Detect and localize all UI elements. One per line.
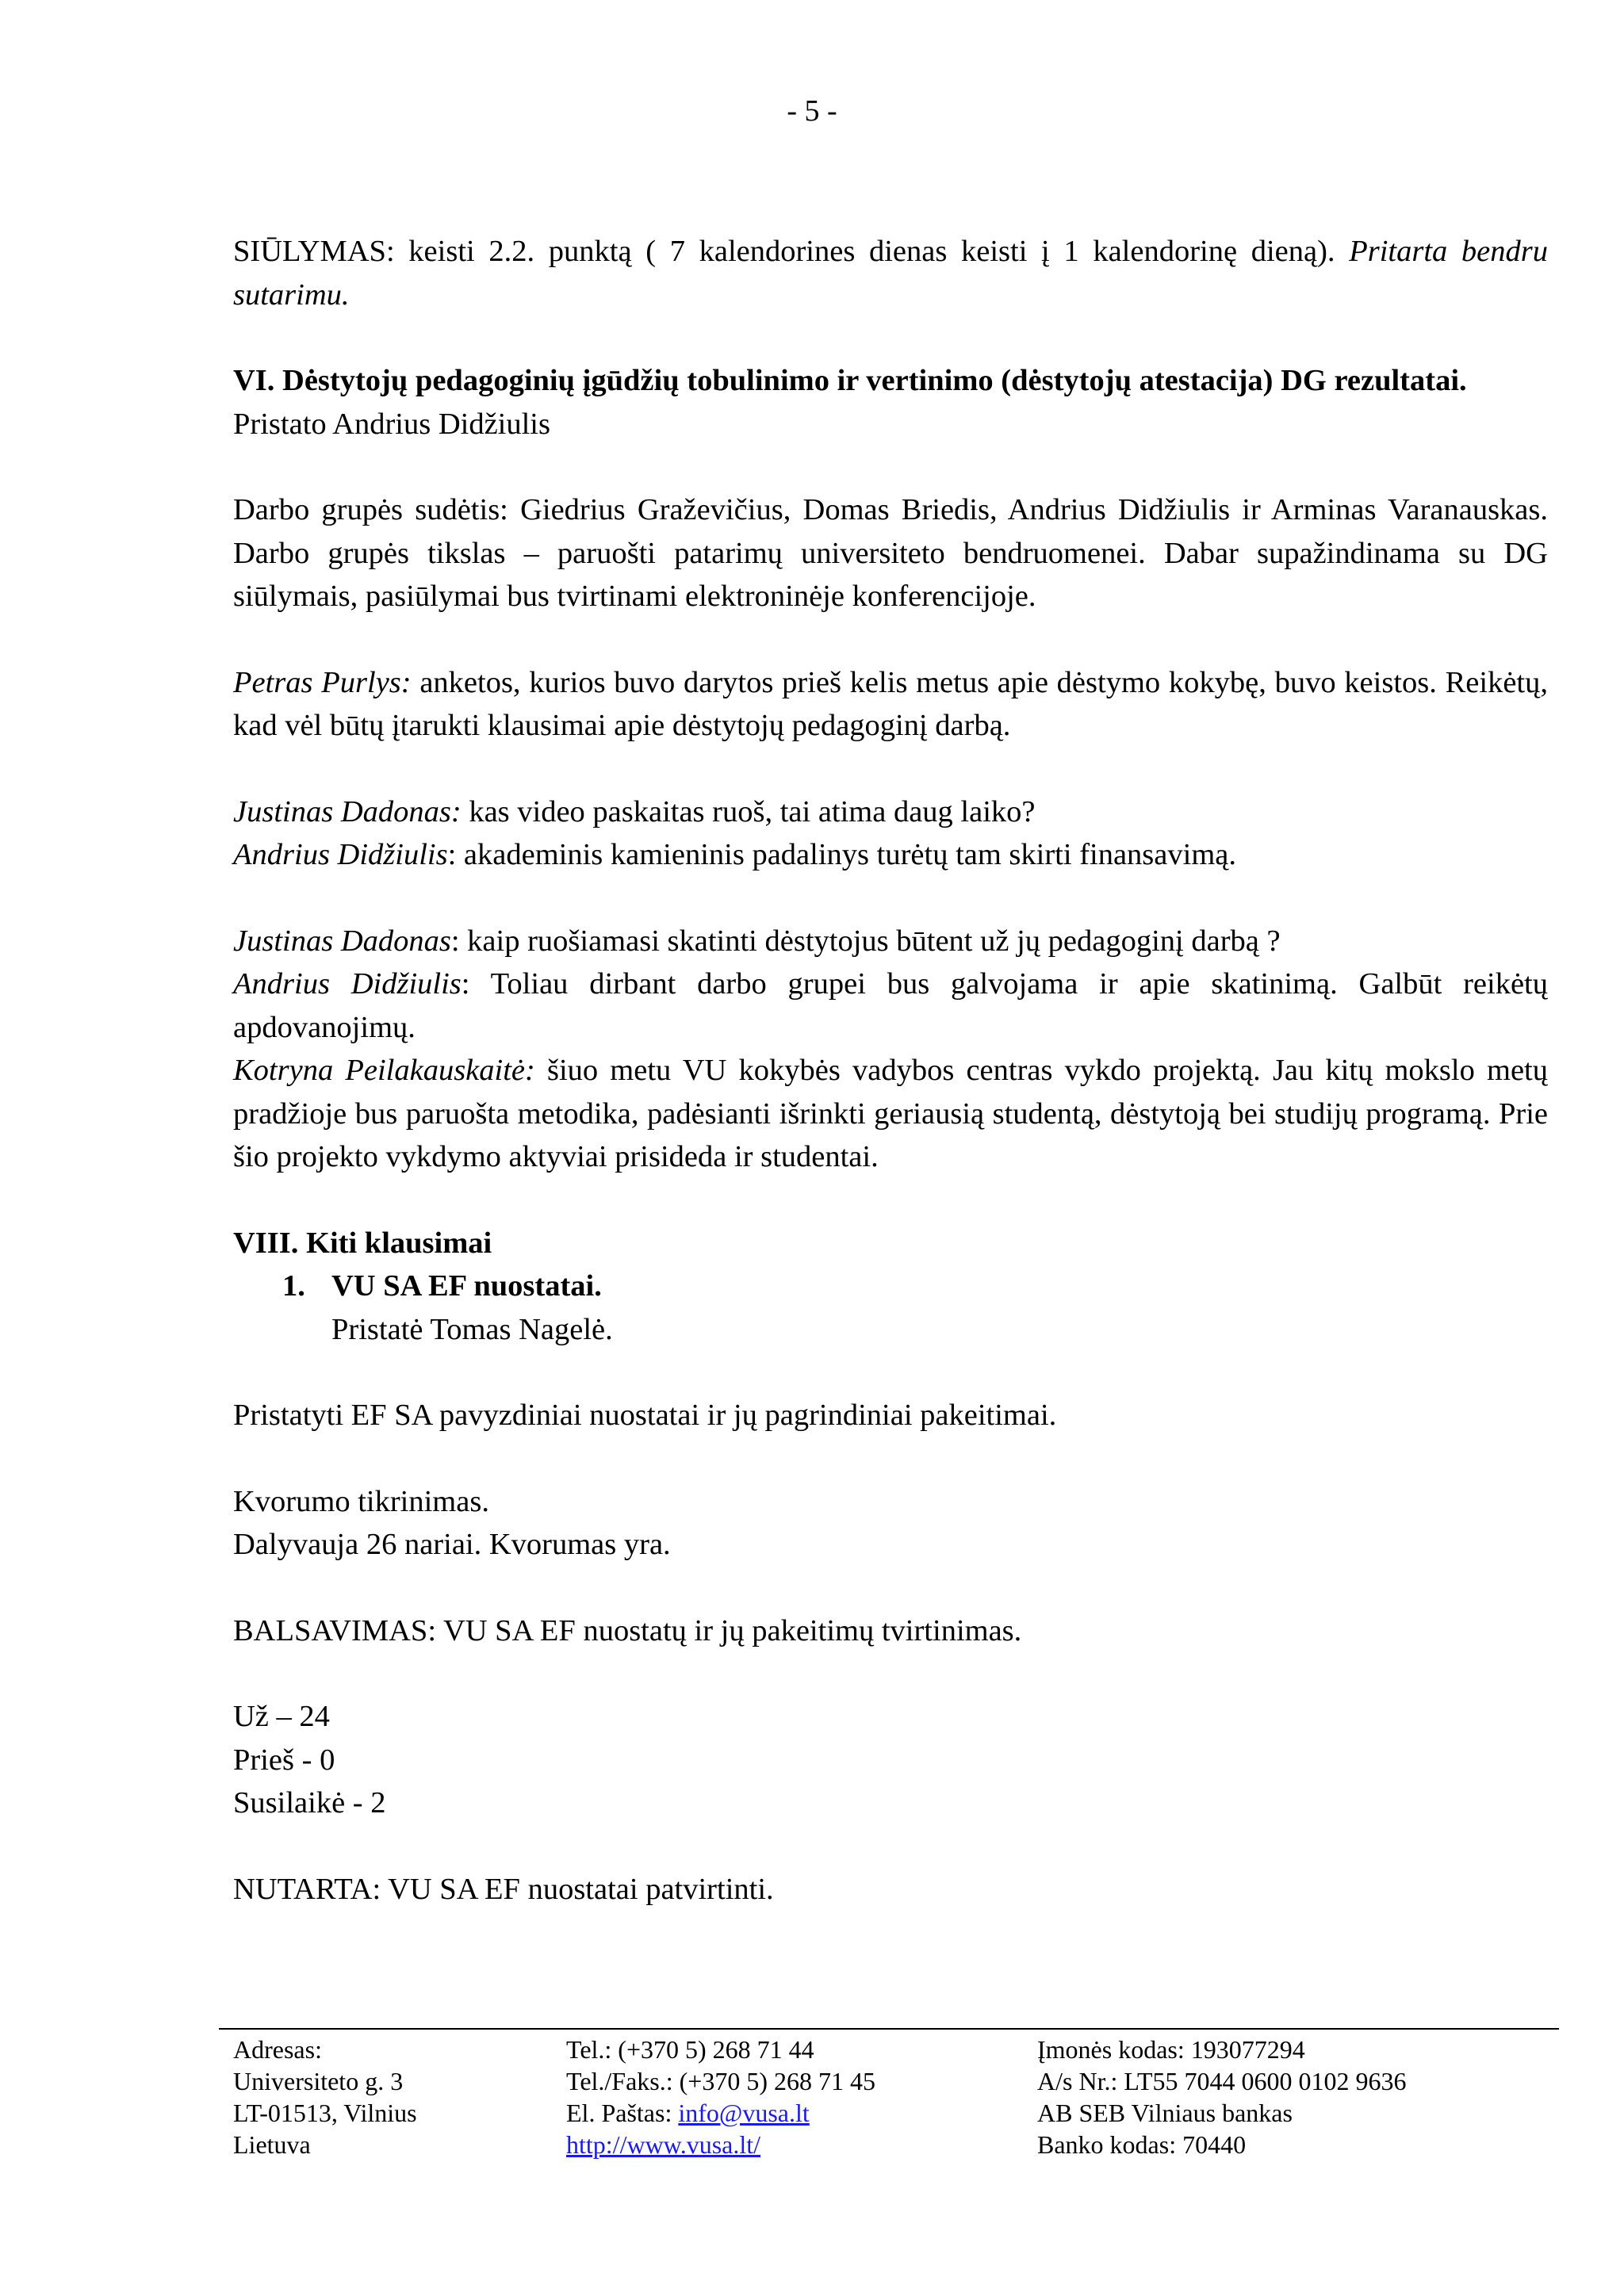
agenda-item-number: 1. [282, 1269, 305, 1303]
proposal-agreed: Pritarta bendru sutarimu. [233, 235, 1548, 312]
footer-address-line: Lietuva [233, 2130, 311, 2159]
footer-email-link[interactable]: info@vusa.lt [678, 2099, 810, 2127]
agenda-item-title: VU SA EF nuostatai. [331, 1269, 602, 1303]
footer-address-line: Universiteto g. 3 [233, 2067, 404, 2095]
dialogue-line [233, 1049, 1548, 1179]
footer-company-line: Įmonės kodas: 193077294 [1037, 2035, 1305, 2064]
footer-fax: Tel./Faks.: (+370 5) 268 71 45 [566, 2067, 875, 2095]
page-number: - 5 - [787, 94, 837, 128]
speaker-text: : Toliau dirbant darbo grupei bus galvojama ir apie skatinimą. Galbūt reikėtų apdovanojimų. [233, 967, 1548, 1044]
footer-email-line [566, 2097, 875, 2129]
proposal-text: SIŪLYMAS: keisti 2.2. punktą ( 7 kalendorines dienas keisti į 1 kalendorinę dieną). [233, 235, 1350, 268]
speaker-text: kas video paskaitas ruoš, tai atima daug laiko? [461, 794, 1036, 828]
dialogue-line [233, 790, 1548, 834]
vote-title: BALSAVIMAS: VU SA EF nuostatų ir jų pakeitimų tvirtinimas. [233, 1613, 1022, 1647]
document-body [233, 230, 1548, 1911]
speaker-name: Andrius Didžiulis [233, 967, 462, 1001]
footer-divider [219, 2028, 1559, 2030]
speaker-text: šiuo metu VU kokybės vadybos centras vykdo projektą. Jau kitų mokslo metų pradžioje bus paruošta metodika, padėsianti išrinkti geriausią studentą, dėstytoją bei studijų programą. Prie šio projekto vykdymo aktyviai prisideda ir studentai. [233, 1054, 1548, 1173]
speaker-name: Petras Purlys: [233, 665, 412, 699]
decision: NUTARTA: VU SA EF nuostatai patvirtinti. [233, 1872, 774, 1906]
agenda-item-presenter: Pristatė Tomas Nagelė. [331, 1312, 613, 1346]
vote-for: Už – 24 [233, 1700, 330, 1733]
working-group-paragraph: Darbo grupės sudėtis: Giedrius Graževičius, Domas Briedis, Andrius Didžiulis ir Arminas Varanauskas. Darbo grupės tikslas – paruošti patarimų universiteto bendruomenei. Dabar supažindinama su DG siūlymais, pasiūlymai bus tvirtinami elektroninėje konferencijoje. [233, 493, 1548, 613]
footer-company-info [1037, 2034, 1407, 2160]
footer-company-line: A/s Nr.: LT55 7044 0600 0102 9636 [1037, 2067, 1407, 2095]
footer-phone: Tel.: (+370 5) 268 71 44 [566, 2035, 814, 2064]
footer-email-label: El. Paštas: [566, 2099, 679, 2127]
footer-address-line: LT-01513, Vilnius [233, 2099, 417, 2127]
speaker-text: : akademinis kamieninis padalinys turėtų tam skirti finansavimą. [447, 838, 1236, 871]
speaker-text: : kaip ruošiamasi skatinti dėstytojus būtent už jų pedagoginį darbą ? [450, 924, 1281, 958]
section-6-heading: VI. Dėstytojų pedagoginių įgūdžių tobulinimo ir vertinimo (dėstytojų atestacija) DG rezultatai. [233, 364, 1467, 397]
section-8-heading: VIII. Kiti klausimai [233, 1226, 492, 1260]
footer-company-line: AB SEB Vilniaus bankas [1037, 2099, 1293, 2127]
dialogue-line [233, 833, 1548, 877]
dialogue-line [233, 661, 1548, 748]
vote-against: Prieš - 0 [233, 1743, 335, 1777]
speaker-text: anketos, kurios buvo darytos prieš kelis metus apie dėstymo kokybę, buvo keistos. Reikėtų, kad vėl būtų įtarukti klausimai apie dėstytojų pedagoginį darbą. [233, 665, 1548, 742]
speaker-name: Kotryna Peilakauskaitė: [233, 1054, 535, 1087]
footer-address-line: Adresas: [233, 2035, 322, 2064]
presented-paragraph: Pristatyti EF SA pavyzdiniai nuostatai ir jų pagrindiniai pakeitimai. [233, 1399, 1057, 1432]
footer-contacts [566, 2034, 875, 2160]
speaker-name: Andrius Didžiulis [233, 838, 448, 871]
footer-address [233, 2034, 417, 2160]
speaker-name: Justinas Dadonas: [233, 794, 462, 828]
dialogue-line [233, 920, 1548, 963]
footer-website-link[interactable]: http://www.vusa.lt/ [566, 2130, 761, 2159]
speaker-name: Justinas Dadonas [233, 924, 451, 958]
section-6-presenter: Pristato Andrius Didžiulis [233, 407, 550, 441]
footer-company-line: Banko kodas: 70440 [1037, 2130, 1247, 2159]
quorum-result: Dalyvauja 26 nariai. Kvorumas yra. [233, 1528, 671, 1561]
vote-abstain: Susilaikė - 2 [233, 1786, 386, 1820]
dialogue-line [233, 962, 1548, 1049]
quorum-check: Kvorumo tikrinimas. [233, 1484, 489, 1518]
proposal-paragraph [233, 230, 1548, 316]
agenda-item [233, 1265, 1548, 1308]
